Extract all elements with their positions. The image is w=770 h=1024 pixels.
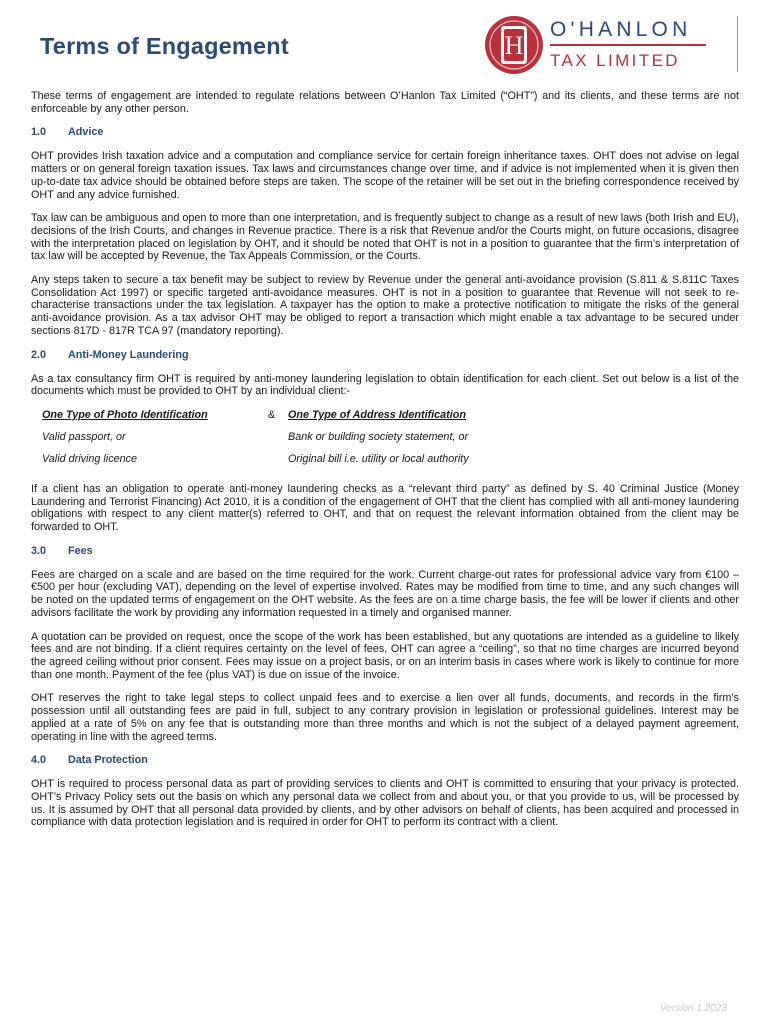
fees-paragraph-2: A quotation can be provided on request, once the scope of the work has been established, but any quotations are intended as a guideline to likely fees and are not binding. If a client requires certainty on the level of fees, OHT can agree a “ceiling”, so that no time charges are incurred beyond the agreed ceiling without prior consent. Fees may issue on a project basis, or on an interim basis in cases where work is likely to continue for more than one month. Payment of the fee (plus VAT) is due on issue of the invoice. [31, 630, 739, 681]
logo-letter: H [504, 31, 524, 60]
address-id-header: One Type of Address Identification [288, 408, 466, 421]
photo-id-option: Valid driving licence [42, 452, 138, 465]
section-heading-data-protection [31, 754, 739, 767]
address-id-option: Original bill i.e. utility or local authority [288, 452, 469, 465]
section-title: Fees [68, 544, 93, 557]
section-number: 1.0 [31, 126, 47, 139]
company-logo [482, 14, 740, 78]
table-row [42, 431, 739, 453]
section-number: 2.0 [31, 348, 47, 361]
logo-subtitle: TAX LIMITED [550, 51, 680, 70]
aml-paragraph-1: As a tax consultancy firm OHT is required by anti-money laundering legislation to obtain identification for each client. Set out below is a list of the documents which must be provided to OHT by an individual client:- [31, 372, 739, 398]
section-number: 3.0 [31, 544, 47, 557]
section-title: Advice [68, 126, 104, 139]
page-title: Terms of Engagement [40, 33, 289, 59]
version-footer: Version 1 2023 [660, 1003, 727, 1014]
logo-brand-name: O'HANLON [550, 18, 692, 41]
section-number: 4.0 [31, 754, 47, 767]
logo-divider [550, 44, 706, 46]
intro-paragraph: These terms of engagement are intended to regulate relations between O’Hanlon Tax Limited (“OHT”) and its clients, and these terms are not enforceable by any other person. [31, 90, 739, 115]
photo-id-option: Valid passport, or [42, 430, 126, 443]
ampersand: & [268, 408, 276, 421]
aml-paragraph-2: If a client has an obligation to operate anti-money laundering checks as a “relevant third party” as defined by S. 40 Criminal Justice (Money Laundering and Terrorist Financing) Act 2010, it is a condition of the engagement of OHT that the client has complied with all anti-money laundering obligations with respect to any client matter(s) referred to OHT, and that on request the relevant information obtained from the client may be forwarded to OHT. [31, 482, 739, 534]
header-vertical-rule [737, 16, 738, 72]
section-heading-aml [31, 349, 739, 362]
section-title: Data Protection [68, 754, 148, 767]
document-body [31, 90, 739, 840]
data-protection-paragraph-1: OHT is required to process personal data as part of providing services to clients and OHT is committed to ensuring that your privacy is protected. OHT’s Privacy Policy sets out the basis on which any personal data we collect from and about you, or that you provide to us, will be processed by us. It is assumed by OHT that all personal data provided by clients, and by other advisors on behalf of clients, has been acquired and processed in compliance with data protection legislation and is required in order for OHT to perform its contract with a client. [31, 778, 739, 829]
section-heading-advice [31, 126, 739, 139]
table-row [42, 453, 739, 475]
address-id-option: Bank or building society statement, or [288, 430, 469, 443]
photo-id-header: One Type of Photo Identification [42, 408, 208, 421]
fees-paragraph-1: Fees are charged on a scale and are based on the time required for the work. Current charge-out rates for professional advice vary from €100 – €500 per hour (excluding VAT), depending on the level of expertise involved. Rates may be modified from time to time, and any such changes will be noted on the updated terms of engagement on the OHT website. As the fees are on a time charge basis, the fee will be lower if clients and other advisors facilitate the work by providing any information requested in a timely and organised manner. [31, 568, 739, 619]
identification-table-header [42, 409, 739, 431]
fees-paragraph-3: OHT reserves the right to take legal steps to collect unpaid fees and to exercise a lien over all funds, documents, and records in the firm’s possession until all outstanding fees are paid in full, subject to any contrary provision in legislation or professional guidelines. Interest may be applied at a rate of 5% on any fee that is outstanding more than three months and which is not the subject of a delayed payment agreement, operating in line with the agreed terms. [31, 692, 739, 743]
advice-paragraph-1: OHT provides Irish taxation advice and a computation and compliance service for certain foreign inheritance taxes. OHT does not advise on legal matters or on general foreign taxation issues. Tax laws and circumstances change over time, and if advice is not implemented when it is given then up-to-date tax advice should be obtained before steps are taken. The scope of the retainer will be set out in the briefing correspondence received by OHT and any advice furnished. [31, 150, 739, 201]
identification-table [42, 409, 739, 475]
section-title: Anti-Money Laundering [68, 348, 189, 361]
section-heading-fees [31, 545, 739, 558]
advice-paragraph-2: Tax law can be ambiguous and open to more than one interpretation, and is frequently subject to change as a result of new laws (both Irish and EU), decisions of the Irish Courts, and changes in Revenue practice. There is a risk that Revenue and/or the Courts might, on future occasions, disagree with the interpretation placed on legislation by OHT, and it should be noted that OHT is not in a position to guarantee that the firm’s interpretation of tax law will be accepted by Revenue, the Tax Appeals Commission, or the Courts. [31, 212, 739, 263]
advice-paragraph-3: Any steps taken to secure a tax benefit may be subject to review by Revenue under the general anti-avoidance provision (S.811 & S.811C Taxes Consolidation Act 1997) or specific targeted anti-avoidance measures. OHT is not in a position to guarantee that Revenue will not seek to re-characterise transactions under the tax legislation. A taxpayer has the option to make a protective notification to mitigate the risks of the general anti-avoidance provision. As a tax advisor OHT may be obliged to report a transaction which might enable a tax advantage to be secured under sections 817D - 817R TCA 97 (mandatory reporting). [31, 274, 739, 337]
logo-emblem-icon [482, 14, 546, 76]
